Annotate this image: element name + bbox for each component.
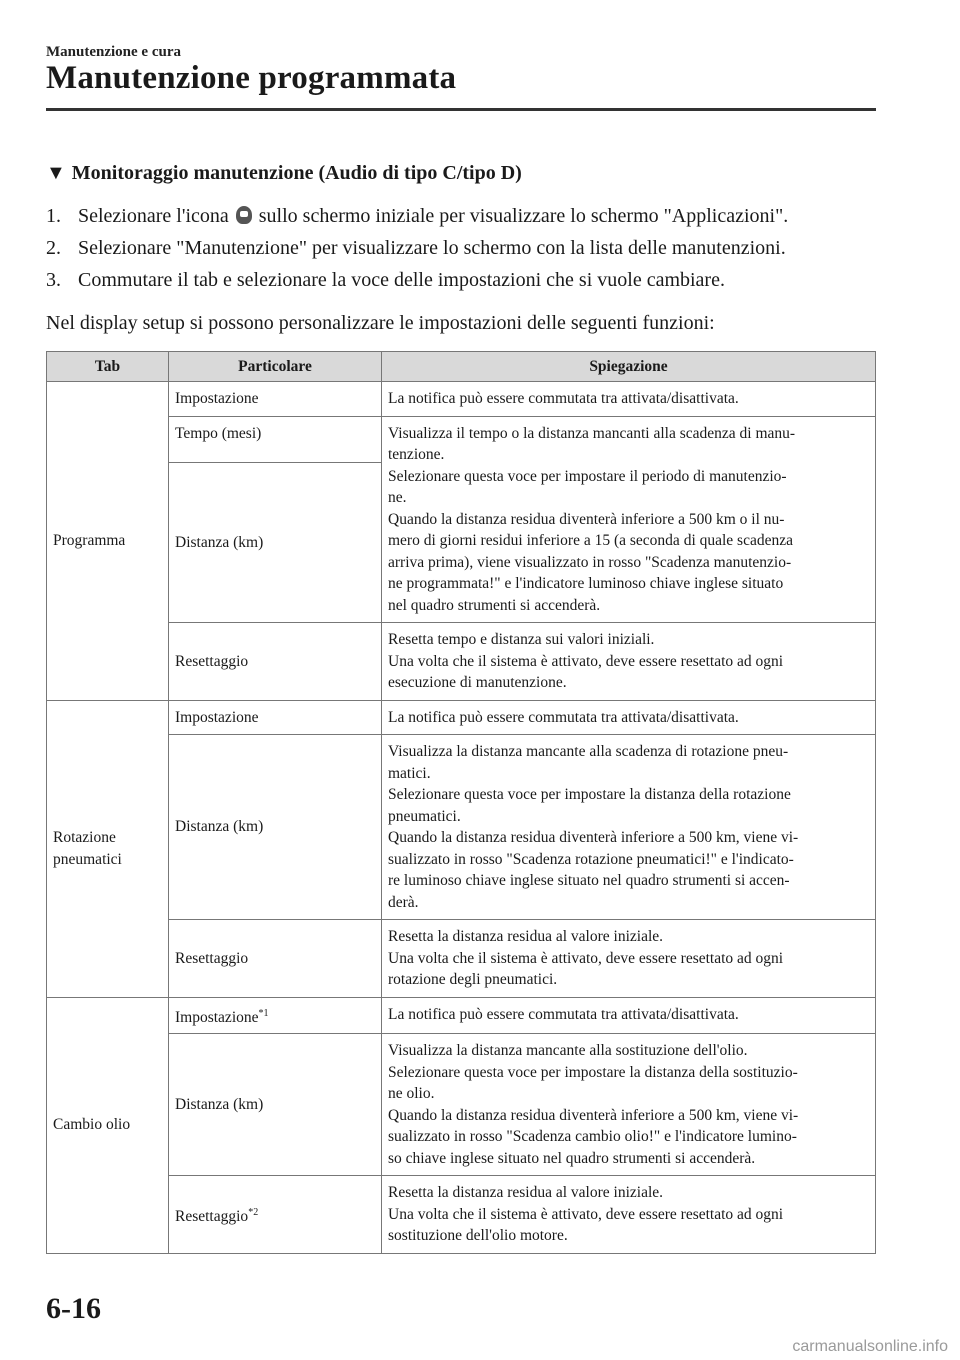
table-row <box>47 920 876 998</box>
table-row <box>47 1176 876 1254</box>
desc-line: Selezionare questa voce per impostare la distanza della sostituzio- <box>388 1063 798 1081</box>
desc-line: Selezionare questa voce per impostare la distanza della rotazione <box>388 786 791 803</box>
header-tab: Tab <box>47 352 169 382</box>
item-cell: Distanza (km) <box>169 463 382 623</box>
desc-line: derà. <box>388 893 419 911</box>
subheading-text: Monitoraggio manutenzione (Audio di tipo C/tipo D) <box>71 162 522 184</box>
desc-line: ne olio. <box>388 1085 435 1103</box>
desc-line: Una volta che il sistema è attivato, deve essere resettato ad ogni <box>388 949 784 967</box>
step-number: 2. <box>46 237 61 259</box>
triangle-marker-icon: ▼ <box>46 162 66 184</box>
desc-line: Visualizza la distanza mancante alla sostituzione dell'olio. <box>388 1042 748 1060</box>
desc-line: ne programmata!" e l'indicatore luminoso chiave inglese situato <box>388 575 784 592</box>
settings-table <box>46 351 876 1254</box>
desc-line: Resetta la distanza residua al valore iniziale. <box>388 928 664 945</box>
item-label: Resettaggio <box>175 1207 249 1225</box>
step-text: Selezionare l'icona <box>78 205 234 227</box>
tab-label-line: pneumatici <box>53 850 122 868</box>
desc-line: rotazione degli pneumatici. <box>388 971 558 988</box>
watermark-link[interactable]: carmanualsonline.info <box>792 1338 948 1355</box>
title-rule <box>46 108 876 111</box>
intro-paragraph: Nel display setup si possono personalizzare le impostazioni delle seguenti funzioni: <box>46 312 715 334</box>
footnote-marker: *2 <box>248 1206 259 1218</box>
desc-line: Una volta che il sistema è attivato, deve essere resettato ad ogni <box>388 1205 784 1223</box>
desc-line: Selezionare questa voce per impostare il periodo di manutenzio- <box>388 467 787 485</box>
desc-line: esecuzione di manutenzione. <box>388 674 567 691</box>
step-text: Commutare il tab e selezionare la voce delle impostazioni che si vuole cambiare. <box>78 269 725 291</box>
item-cell: Distanza (km) <box>169 1034 382 1176</box>
item-label: Impostazione <box>175 1008 259 1026</box>
desc-line: Quando la distanza residua diventerà inferiore a 500 km o il nu- <box>388 510 785 528</box>
desc-cell <box>382 416 876 623</box>
tab-cell-cambio-olio: Cambio olio <box>47 997 169 1253</box>
desc-line: pneumatici. <box>388 807 461 825</box>
desc-line: Visualizza il tempo o la distanza mancanti alla scadenza di manu- <box>388 424 796 442</box>
desc-line: sualizzato in rosso "Scadenza rotazione pneumatici!" e l'indicato- <box>388 850 794 868</box>
desc-cell: La notifica può essere commutata tra attivata/disattivata. <box>382 700 876 735</box>
step-3 <box>46 264 886 296</box>
desc-line: ne. <box>388 489 407 506</box>
subheading <box>46 162 522 185</box>
desc-line: arriva prima), viene visualizzato in rosso "Scadenza manutenzio- <box>388 553 792 571</box>
page-number: 6-16 <box>46 1292 101 1325</box>
desc-line: so chiave inglese situato nel quadro strumenti si accenderà. <box>388 1149 756 1167</box>
step-text: sullo schermo iniziale per visualizzare lo schermo "Applicazioni". <box>253 205 789 227</box>
table-row <box>47 997 876 1034</box>
desc-line: sualizzato in rosso "Scadenza cambio olio!" e l'indicatore lumino- <box>388 1128 797 1146</box>
desc-line: matici. <box>388 764 431 782</box>
tab-label-line: Rotazione <box>53 829 116 846</box>
page-title: Manutenzione programmata <box>46 60 457 96</box>
item-cell: Resettaggio <box>169 623 382 701</box>
header-particolare: Particolare <box>169 352 382 382</box>
desc-line: sostituzione dell'olio motore. <box>388 1227 568 1245</box>
desc-cell <box>382 623 876 701</box>
desc-line: Resetta tempo e distanza sui valori iniziali. <box>388 631 655 648</box>
applications-icon <box>236 206 252 224</box>
table-row <box>47 623 876 701</box>
item-cell <box>169 997 382 1034</box>
step-number: 1. <box>46 205 61 227</box>
item-cell <box>169 1176 382 1254</box>
header-spiegazione: Spiegazione <box>382 352 876 382</box>
desc-cell <box>382 1034 876 1176</box>
step-1 <box>46 200 886 232</box>
table-row <box>47 1034 876 1176</box>
desc-line: re luminoso chiave inglese situato nel quadro strumenti si accen- <box>388 872 790 889</box>
desc-line: Una volta che il sistema è attivato, deve essere resettato ad ogni <box>388 652 784 670</box>
item-cell: Resettaggio <box>169 920 382 998</box>
desc-line: Visualizza la distanza mancante alla scadenza di rotazione pneu- <box>388 743 789 760</box>
item-cell: Impostazione <box>169 700 382 735</box>
tab-cell-rotazione <box>47 700 169 997</box>
table-row <box>47 382 876 417</box>
desc-cell <box>382 735 876 920</box>
desc-cell <box>382 1176 876 1254</box>
desc-line: mero di giorni residui inferiore a 15 (a seconda di quale scadenza <box>388 532 793 549</box>
item-cell: Impostazione <box>169 382 382 417</box>
table-row <box>47 416 876 463</box>
desc-line: nel quadro strumenti si accenderà. <box>388 596 601 614</box>
desc-line: Quando la distanza residua diventerà inferiore a 500 km, viene vi- <box>388 1106 799 1124</box>
desc-line: Resetta la distanza residua al valore iniziale. <box>388 1184 664 1202</box>
desc-line: Quando la distanza residua diventerà inferiore a 500 km, viene vi- <box>388 829 799 846</box>
table-row <box>47 735 876 920</box>
item-cell: Tempo (mesi) <box>169 416 382 463</box>
desc-cell <box>382 920 876 998</box>
footnote-marker: *1 <box>258 1007 269 1019</box>
step-2 <box>46 232 886 264</box>
item-cell: Distanza (km) <box>169 735 382 920</box>
table-row <box>47 700 876 735</box>
step-text: Selezionare "Manutenzione" per visualizzare lo schermo con la lista delle manutenzioni. <box>78 237 786 259</box>
desc-cell: La notifica può essere commutata tra attivata/disattivata. <box>382 997 876 1034</box>
step-number: 3. <box>46 269 61 291</box>
tab-cell-programma: Programma <box>47 382 169 701</box>
section-label: Manutenzione e cura <box>46 44 181 60</box>
desc-line: tenzione. <box>388 446 445 463</box>
steps-list <box>46 200 886 296</box>
table-header-row <box>47 352 876 382</box>
desc-cell: La notifica può essere commutata tra attivata/disattivata. <box>382 382 876 417</box>
